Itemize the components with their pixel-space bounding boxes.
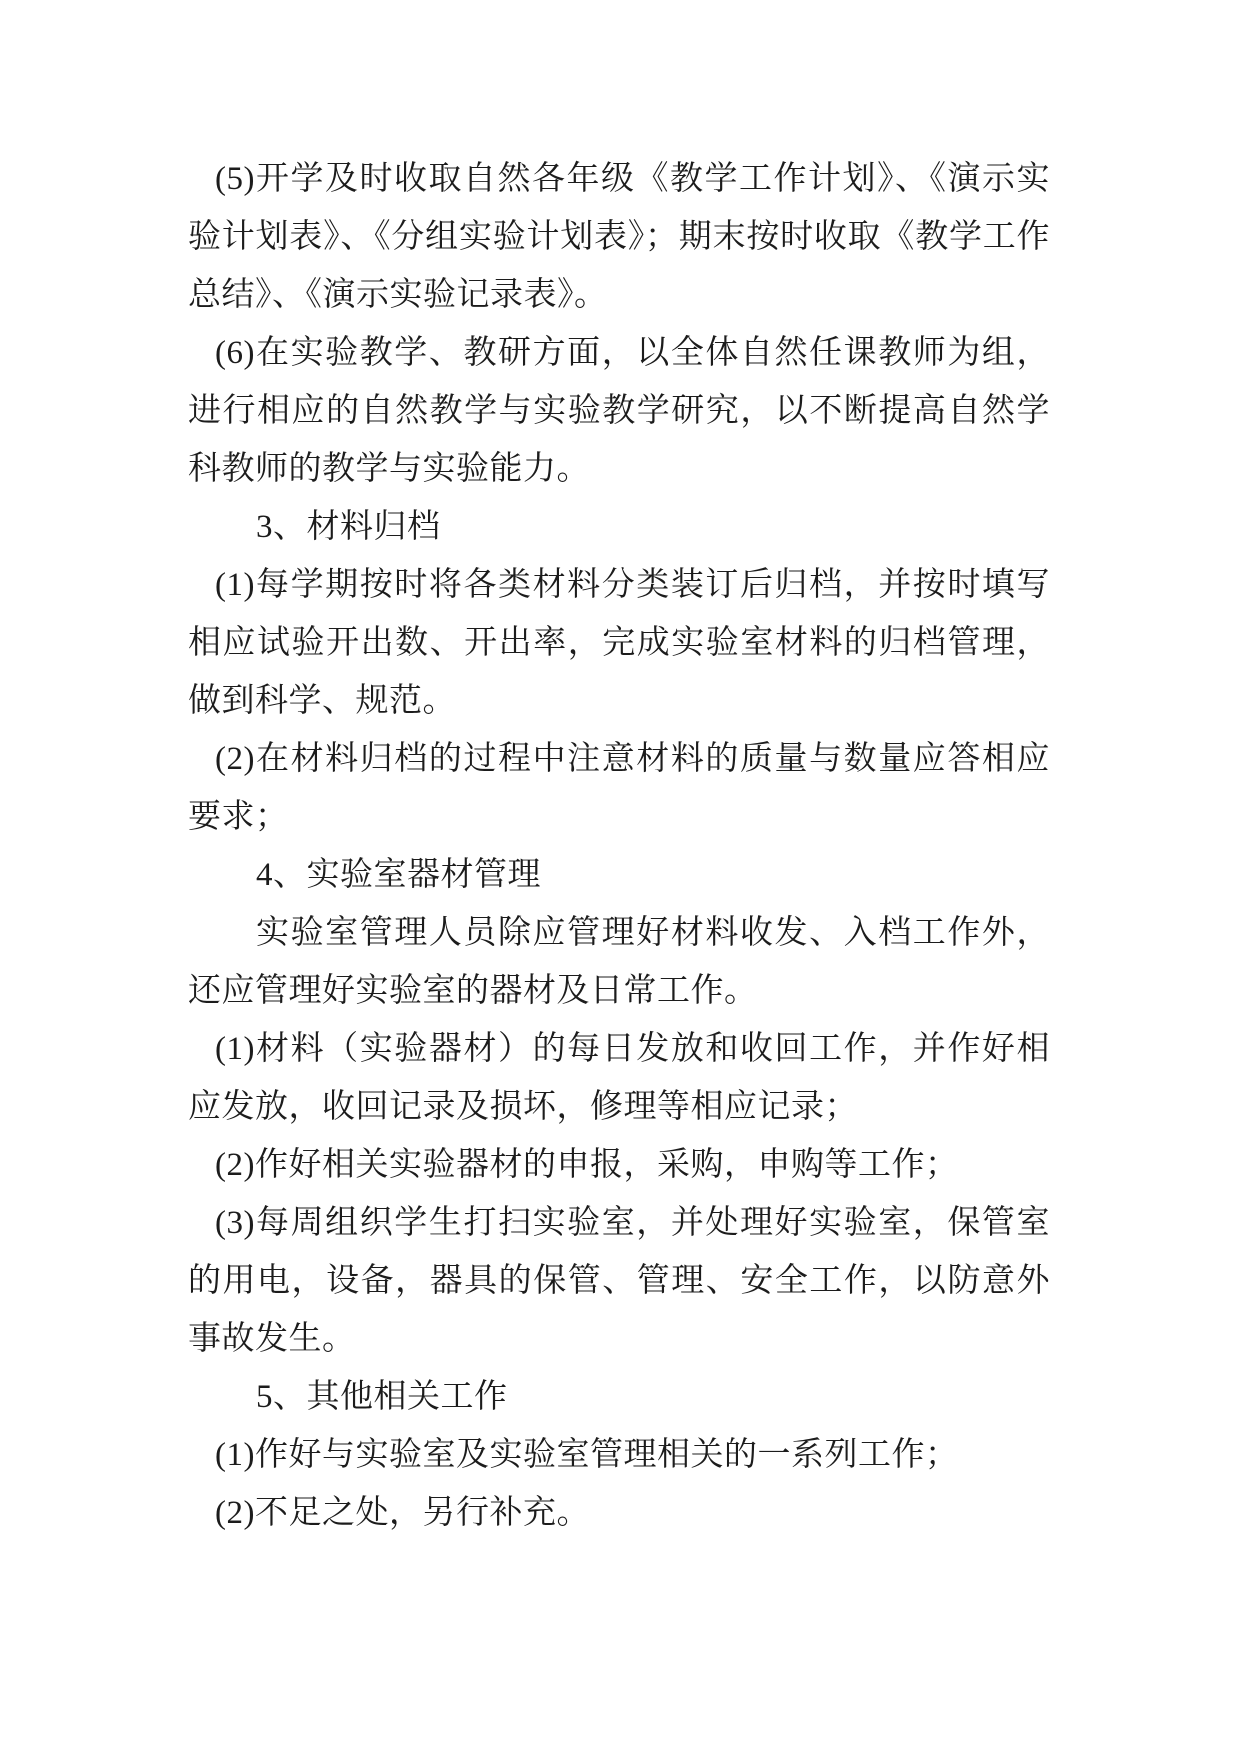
paragraph: (6)在实验教学、教研方面，以全体自然任课教师为组，进行相应的自然教学与实验教学研究，以不断提高自然学科教师的教学与实验能力。	[188, 335, 1050, 487]
paragraph: 4、实验室器材管理	[256, 857, 541, 893]
paragraph: (2)在材料归档的过程中注意材料的质量与数量应答相应要求；	[188, 741, 1050, 835]
paragraph: (2)不足之处，另行补充。	[215, 1495, 590, 1531]
paragraph: (5)开学及时收取自然各年级《教学工作计划》、《演示实验计划表》、《分组实验计划表》；期末按时收取《教学工作总结》、《演示实验记录表》。	[188, 161, 1050, 313]
paragraph: (3)每周组织学生打扫实验室，并处理好实验室，保管室的用电，设备，器具的保管、管理、安全工作，以防意外事故发生。	[188, 1205, 1050, 1357]
paragraph: 实验室管理人员除应管理好材料收发、入档工作外，还应管理好实验室的器材及日常工作。	[188, 915, 1050, 1009]
document-body	[188, 150, 1050, 1542]
paragraph: (1)作好与实验室及实验室管理相关的一系列工作；	[215, 1437, 959, 1473]
paragraph: (1)每学期按时将各类材料分类装订后归档，并按时填写相应试验开出数、开出率，完成实验室材料的归档管理，做到科学、规范。	[188, 567, 1050, 719]
paragraph: 5、其他相关工作	[256, 1379, 508, 1415]
paragraph: (1)材料（实验器材）的每日发放和收回工作，并作好相应发放，收回记录及损坏，修理等相应记录；	[188, 1031, 1050, 1125]
paragraph: 3、材料归档	[256, 509, 441, 545]
paragraph: (2)作好相关实验器材的申报，采购，申购等工作；	[215, 1147, 959, 1183]
